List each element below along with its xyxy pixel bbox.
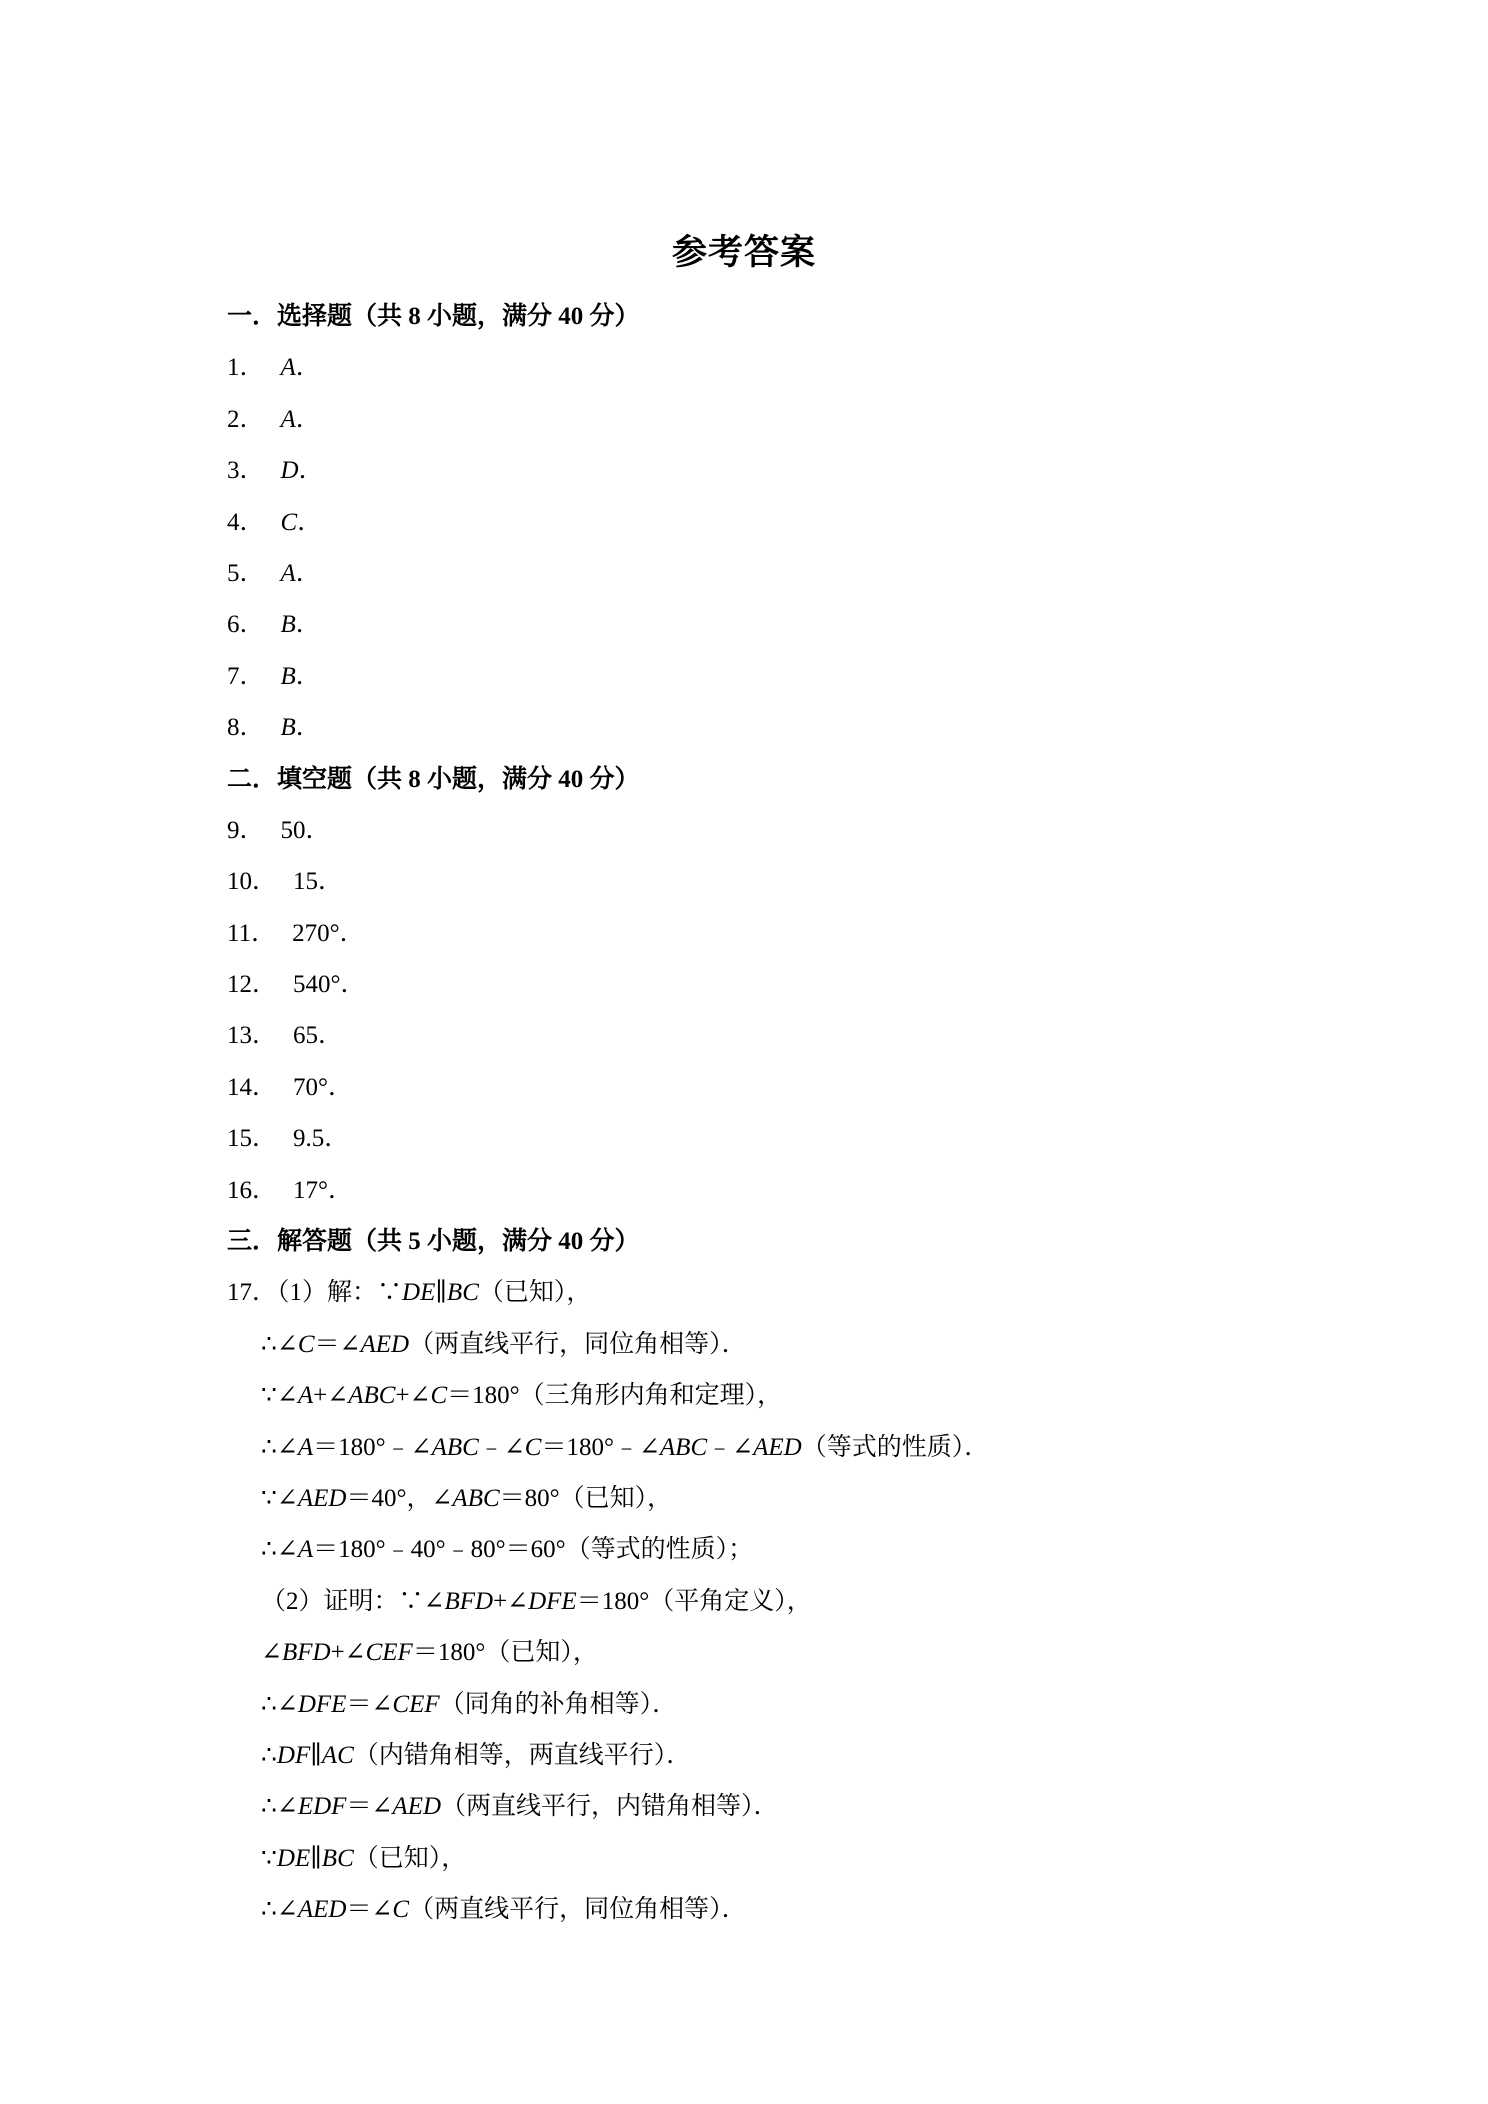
math-variable: C [430,1382,448,1410]
math-variable: C [297,1330,315,1358]
question-number: 1． [227,354,265,382]
math-variable: ABC [348,1382,396,1410]
math-variable: B [280,662,296,690]
solution-line [227,1781,1377,1832]
text-run: ∴∠ [261,1690,298,1718]
math-variable: B [280,714,296,742]
answer-item [227,651,1377,702]
math-variable: CEF [392,1690,440,1718]
answer-value [293,1125,349,1152]
text-run: 50． [280,816,331,844]
text-run: ． [295,714,321,742]
answer-item [227,394,1377,445]
question-number: 10． [227,868,278,896]
math-variable: BFD [281,1639,331,1667]
math-variable: C [280,508,298,536]
answer-item [227,805,1377,856]
text-run: ． [297,508,323,536]
answer-value [293,1074,353,1101]
math-variable: A [280,405,296,433]
math-variable: BFD [444,1587,494,1615]
math-variable: A [297,1382,314,1410]
answer-item [227,445,1377,496]
text-run: ∴∠ [261,1433,298,1461]
solution-line [227,1576,1377,1627]
section-heading: 二．填空题（共 8 小题，满分 40 分） [227,765,640,793]
question-number: 11． [227,919,277,947]
text-run: （1）解：∵ [277,1279,403,1307]
solution-line [227,1679,1377,1730]
math-variable: ABC [452,1484,500,1512]
math-variable: D [280,457,299,485]
text-run: ﹣∠ [478,1433,525,1461]
math-variable: CEF [365,1639,413,1667]
text-run: ＝80°（已知）， [499,1484,673,1512]
answer-value [293,1022,343,1049]
question-number: 15． [227,1125,278,1153]
text-run: +∠ [330,1639,366,1667]
solution-line [227,1422,1377,1473]
answer-value [281,560,321,587]
question-number: 7． [227,662,265,690]
text-run: ∴∠ [261,1793,298,1821]
math-variable: EDF [297,1793,347,1821]
text-run: ． [295,405,321,433]
math-variable: A [297,1536,314,1564]
text-run: ＝180°﹣∠ [313,1433,432,1461]
text-run: （两直线平行，同位角相等）． [409,1896,747,1924]
question-number: 8． [227,714,265,742]
text-run: （2）证明：∵∠ [261,1587,445,1615]
solution-line [227,1833,1377,1884]
text-run: 540°． [293,971,366,999]
question-number: 4． [227,508,265,536]
text-run: ＝40°，∠ [346,1484,453,1512]
section-heading: 三．解答题（共 5 小题，满分 40 分） [227,1228,640,1256]
answer-item [227,1165,1377,1216]
question-number: 2． [227,405,265,433]
answer-value [281,714,321,741]
math-variable: DE [276,1844,311,1872]
text-run: （等式的性质）． [801,1433,990,1461]
math-variable: A [280,354,296,382]
math-variable: AED [297,1484,347,1512]
question-number: 14． [227,1073,278,1101]
answer-item [227,599,1377,650]
text-run: ﹣∠ [707,1433,754,1461]
text-run: ∵∠ [261,1484,298,1512]
answer-item [227,1062,1377,1113]
answer-value [281,663,321,690]
math-variable: ABC [659,1433,708,1461]
text-run: ． [298,457,324,485]
answer-content [227,291,1377,1936]
text-run: 9.5． [293,1125,350,1153]
question-number: 17． [227,1279,278,1307]
text-run: 17°． [293,1176,354,1204]
question-number: 5． [227,559,265,587]
text-run: ＝∠ [314,1330,361,1358]
text-run: 70°． [293,1073,354,1101]
solution-line [227,1524,1377,1575]
math-variable: AED [753,1433,802,1461]
text-run: ． [295,611,321,639]
text-run: （同角的补角相等）． [439,1690,678,1718]
text-run: ∴∠ [261,1536,298,1564]
answer-item [227,908,1377,959]
math-variable: AED [360,1330,410,1358]
answer-item [227,702,1377,753]
math-variable: AC [321,1741,354,1769]
text-run: （两直线平行，内错角相等）． [441,1793,779,1821]
answer-value [281,354,321,381]
question-number: 12． [227,971,278,999]
page-title: 参考答案 [671,233,816,272]
solution-line [227,1627,1377,1678]
text-run: ∴∠ [261,1330,298,1358]
answer-value [293,1177,353,1204]
text-run: ＝∠ [346,1896,393,1924]
math-variable: DF [276,1741,311,1769]
text-run: （已知）， [353,1844,467,1872]
answer-item [227,1113,1377,1164]
text-run: ＝∠ [346,1793,393,1821]
solution-line [227,1730,1377,1781]
text-run: ． [295,559,321,587]
text-run: ∥ [310,1741,322,1769]
answer-item [227,342,1377,393]
answer-item [227,497,1377,548]
text-run: ∴ [261,1741,277,1769]
math-variable: A [280,559,296,587]
math-variable: DFE [528,1587,577,1615]
math-variable: DFE [297,1690,347,1718]
text-run: ＝180°（三角形内角和定理）， [447,1382,783,1410]
text-run: ∥ [310,1844,322,1872]
question-number: 9． [227,816,265,844]
text-run: ＝180°﹣40°﹣80°＝60°（等式的性质）； [313,1536,754,1564]
text-run: +∠ [313,1382,349,1410]
math-variable: C [524,1433,542,1461]
text-run: ∠ [261,1639,282,1667]
answer-item [227,959,1377,1010]
answer-value [281,611,321,638]
text-run: ＝∠ [346,1690,393,1718]
text-run: （内错角相等，两直线平行）． [353,1741,692,1769]
answer-value [292,920,365,947]
answer-item [227,856,1377,907]
answer-value [281,817,331,844]
question-number: 16． [227,1176,278,1204]
text-run: ∵∠ [261,1382,298,1410]
solution-line [227,1267,1377,1318]
solution-line [227,1473,1377,1524]
answer-value [281,509,323,536]
math-variable: BC [446,1279,479,1307]
answer-item [227,548,1377,599]
solution-line [227,1370,1377,1421]
answer-value [281,457,324,484]
text-run: 65． [293,1022,344,1050]
text-run: ∴∠ [261,1896,298,1924]
solution-line [227,1319,1377,1370]
section-heading: 一．选择题（共 8 小题，满分 40 分） [227,303,640,330]
question-number: 3． [227,457,265,485]
text-run: ∵ [261,1844,277,1872]
math-variable: AED [392,1793,442,1821]
math-variable: DE [402,1279,436,1307]
text-run: ． [295,662,321,690]
math-variable: BC [321,1844,354,1872]
text-run: ∥ [435,1279,447,1307]
text-run: ＝180°（已知）， [412,1639,598,1667]
answer-value [293,971,366,998]
text-run: +∠ [493,1587,529,1615]
solution-line [227,1884,1377,1935]
text-run: ＝180°﹣∠ [541,1433,660,1461]
answer-value [293,868,343,895]
math-variable: A [297,1433,314,1461]
question-number: 13． [227,1022,278,1050]
math-variable: B [280,611,296,639]
question-number: 6． [227,611,265,639]
answer-item [227,1010,1377,1061]
text-run: +∠ [395,1382,431,1410]
math-variable: ABC [431,1433,479,1461]
math-variable: C [392,1896,410,1924]
text-run: 15． [293,868,344,896]
text-run: ． [295,354,321,382]
text-run: （两直线平行，同位角相等）． [409,1330,747,1358]
text-run: ＝180°（平角定义）， [576,1587,812,1615]
text-run: （已知）， [478,1279,592,1307]
answer-value [281,406,321,433]
math-variable: AED [297,1896,347,1924]
text-run: 270°． [292,919,365,947]
